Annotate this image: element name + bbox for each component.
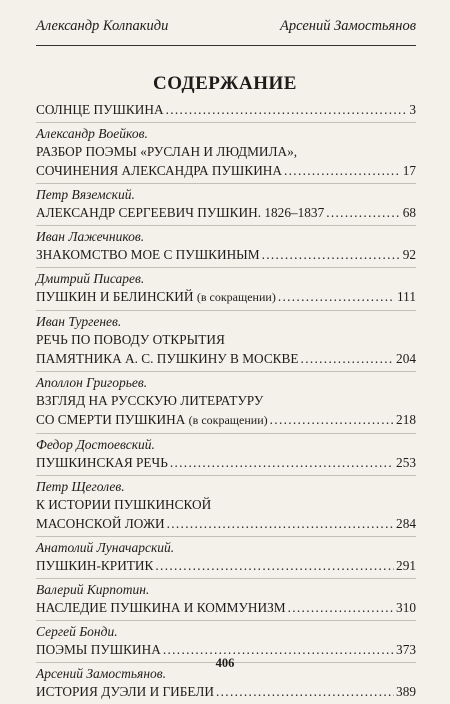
toc-entry-title-line: РЕЧЬ ПО ПОВОДУ ОТКРЫТИЯ: [36, 332, 225, 347]
toc-entry-title: [36, 142, 416, 180]
toc-entry-title-final-line: [36, 287, 276, 307]
toc-entry-title-text: НАСЛЕДИЕ ПУШКИНА И КОММУНИЗМ: [36, 600, 286, 615]
dot-leader: [278, 287, 395, 306]
toc-entry-page-number: 291: [396, 558, 416, 573]
toc-entry-title: [36, 495, 416, 533]
toc-entry-title: [36, 453, 416, 472]
toc-entry-page-number: 204: [396, 351, 416, 366]
toc-entry-page-number: 218: [396, 412, 416, 427]
toc-entry-page-number: 253: [396, 455, 416, 470]
toc-entry-title-line: ВЗГЛЯД НА РУССКУЮ ЛИТЕРАТУРУ: [36, 393, 264, 408]
toc-entry-title-text: СОЛНЦЕ ПУШКИНА: [36, 102, 164, 117]
dot-leader: [326, 203, 400, 222]
dot-leader: [167, 514, 394, 533]
toc-entry-title: [36, 556, 416, 575]
toc-entry-page-number: 111: [397, 289, 416, 304]
toc-entry-title-text: АЛЕКСАНДР СЕРГЕЕВИЧ ПУШКИН. 1826–1837: [36, 205, 325, 220]
toc-entry-title-text: ПУШКИН-КРИТИК: [36, 558, 154, 573]
toc-entry-author: Арсений Замостьянов.: [36, 666, 167, 681]
dot-leader: [301, 349, 395, 368]
table-of-contents: [36, 98, 416, 704]
toc-entry-author: Федор Достоевский.: [36, 437, 155, 452]
toc-entry-title: [36, 330, 416, 368]
toc-entry-page-number: 284: [396, 516, 416, 531]
dot-leader: [270, 410, 394, 429]
toc-entry: [36, 476, 416, 537]
toc-entry-title-line: РАЗБОР ПОЭМЫ «РУСЛАН И ЛЮДМИЛА»,: [36, 144, 298, 159]
running-header: [36, 18, 416, 35]
toc-entry-page-number: 373: [396, 642, 416, 657]
toc-entry-leader-line: [36, 598, 416, 617]
toc-entry-leader-line: [36, 161, 416, 180]
toc-entry-leader-line: [36, 682, 416, 701]
toc-entry-leader-line: [36, 556, 416, 575]
toc-entry-author: Петр Вяземский.: [36, 187, 135, 202]
toc-entry-title-final-line: [36, 349, 299, 368]
toc-entry: [36, 184, 416, 226]
toc-entry-leader-line: [36, 349, 416, 368]
toc-entry-author: Александр Воейков.: [36, 126, 148, 141]
toc-entry-title: [36, 598, 416, 617]
dot-leader: [166, 100, 408, 119]
toc-entry-title: [36, 682, 416, 701]
toc-entry-author: Аполлон Григорьев.: [36, 375, 148, 390]
toc-entry-title-final-line: [36, 453, 168, 472]
toc-entry: [36, 268, 416, 311]
toc-entry-author: Иван Лажечников.: [36, 229, 145, 244]
toc-entry-leader-line: [36, 453, 416, 472]
toc-entry-title-line: К ИСТОРИИ ПУШКИНСКОЙ: [36, 497, 212, 512]
toc-entry-title-final-line: [36, 161, 282, 180]
toc-entry-author: Петр Щеголев.: [36, 479, 125, 494]
toc-entry-title: [36, 245, 416, 264]
toc-entry: [36, 123, 416, 184]
toc-entry-author: Сергей Бонди.: [36, 624, 118, 639]
toc-entry-title-text: ПАМЯТНИКА А. С. ПУШКИНУ В МОСКВЕ: [36, 351, 299, 366]
toc-entry-title-final-line: [36, 410, 268, 430]
toc-entry-leader-line: [36, 410, 416, 430]
dot-leader: [216, 682, 394, 701]
toc-entry-title-final-line: [36, 682, 214, 701]
toc-entry-title-text: ИСТОРИЯ ДУЭЛИ И ГИБЕЛИ: [36, 684, 214, 699]
toc-entry-page-number: 3: [409, 102, 416, 117]
toc-entry-leader-line: [36, 287, 416, 307]
toc-entry: [36, 537, 416, 579]
toc-entry-title-final-line: [36, 100, 164, 119]
toc-entry-note: (в сокращении): [188, 413, 268, 427]
toc-entry: [36, 226, 416, 268]
dot-leader: [262, 245, 401, 264]
header-rule: [36, 45, 416, 46]
toc-entry-title-text: ЗНАКОМСТВО МОЕ С ПУШКИНЫМ: [36, 247, 260, 262]
toc-entry-title: [36, 100, 416, 119]
toc-entry-title: [36, 391, 416, 430]
dot-leader: [288, 598, 394, 617]
toc-entry: [36, 311, 416, 372]
dot-leader: [155, 556, 394, 575]
toc-entry-title-text: ПУШКИНСКАЯ РЕЧЬ: [36, 455, 168, 470]
toc-entry-title-final-line: [36, 556, 153, 575]
toc-entry-leader-line: [36, 203, 416, 222]
toc-entry-page-number: 17: [402, 163, 416, 178]
toc-entry-author: Иван Тургенев.: [36, 314, 122, 329]
toc-entry-note: (в сокращении): [196, 290, 276, 304]
toc-entry-leader-line: [36, 100, 416, 119]
toc-entry-author: Анатолий Луначарский.: [36, 540, 175, 555]
toc-entry-page-number: 389: [396, 684, 416, 699]
toc-entry-title-text: МАСОНСКОЙ ЛОЖИ: [36, 516, 165, 531]
toc-entry-title-final-line: [36, 598, 286, 617]
toc-entry-author: Валерий Кирпотин.: [36, 582, 150, 597]
toc-entry-title-final-line: [36, 245, 260, 264]
toc-entry-title-text: СО СМЕРТИ ПУШКИНА: [36, 412, 186, 427]
toc-entry: [36, 434, 416, 476]
header-author-left: Александр Колпакиди: [36, 18, 169, 34]
toc-entry: [36, 372, 416, 434]
dot-leader: [170, 453, 394, 472]
toc-entry: [36, 98, 416, 123]
toc-entry-title-final-line: [36, 203, 324, 222]
toc-entry-title-text: СОЧИНЕНИЯ АЛЕКСАНДРА ПУШКИНА: [36, 163, 282, 178]
toc-entry-leader-line: [36, 245, 416, 264]
toc-entry-leader-line: [36, 514, 416, 533]
page-title: СОДЕРЖАНИЕ: [153, 73, 297, 94]
toc-entry-page-number: 310: [396, 600, 416, 615]
toc-entry: [36, 579, 416, 621]
header-author-right: Арсений Замостьянов: [279, 18, 416, 34]
toc-entry-title: [36, 203, 416, 222]
page-number: 406: [215, 656, 235, 670]
toc-entry-title-text: ПУШКИН И БЕЛИНСКИЙ: [36, 289, 194, 304]
toc-entry-title-final-line: [36, 514, 165, 533]
toc-entry-author: Дмитрий Писарев.: [36, 271, 145, 286]
dot-leader: [284, 161, 401, 180]
toc-entry-title-text: ПОЭМЫ ПУШКИНА: [36, 642, 161, 657]
toc-entry-page-number: 92: [402, 247, 416, 262]
toc-entry-page-number: 68: [402, 205, 416, 220]
toc-entry-title: [36, 287, 416, 307]
